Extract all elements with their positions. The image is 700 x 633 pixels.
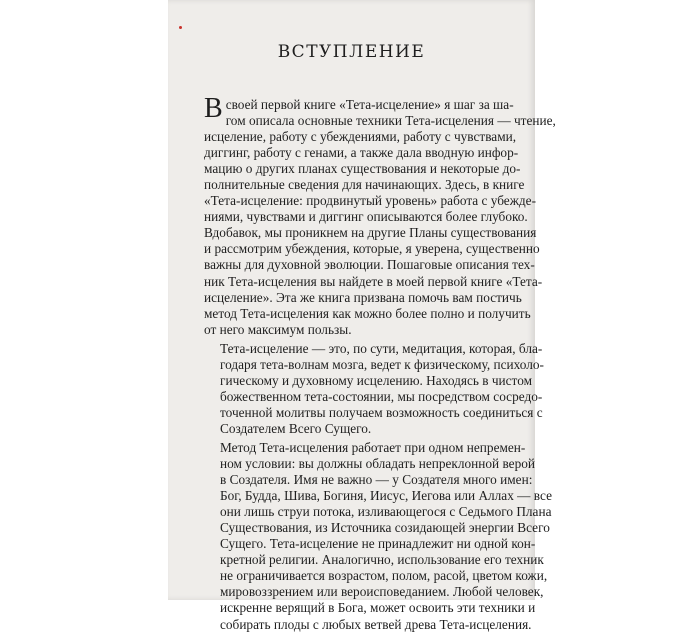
paragraph-2 <box>204 340 544 437</box>
text-line: мацию о других планах существования и некоторые до- <box>204 161 521 177</box>
text-line: ник Тета-исцеления вы найдете в моей первой книге «Тета- <box>204 273 543 289</box>
text-line: от него максимум пользы. <box>204 321 352 337</box>
text-line: божественном тета-состоянии, мы посредством сосредо- <box>220 388 543 404</box>
chapter-title: ВСТУПЛЕНИЕ <box>277 42 426 62</box>
text-line: они лишь струи потока, изливающегося с Седьмого Плана <box>220 504 552 520</box>
text-line: исцеление, работу с убеждениями, работу с чувствами, <box>204 129 517 145</box>
text-line: важны для духовной эволюции. Пошаговые описания тех- <box>204 257 535 273</box>
text-line: Бог, Будда, Шива, Богиня, Иисус, Иегова или Аллах — все <box>220 488 552 504</box>
text-line: в Создателя. Имя не важно — у Создателя много имен: <box>220 472 533 488</box>
text-line: полнительные сведения для начинающих. Здесь, в книге <box>204 177 525 193</box>
text-line: Создателем Всего Сущего. <box>220 420 372 436</box>
text-line: не ограничивается возрастом, полом, расой, цветом кожи, <box>220 568 548 584</box>
text-line: исцеление». Эта же книга призвана помочь вам постичь <box>204 289 522 305</box>
text-line: годаря тета-волнам мозга, ведет к физическому, психоло- <box>220 356 544 372</box>
text-line: мировоззрением или вероисповеданием. Любой человек, <box>220 584 544 600</box>
text-line: гическому и духовному исцелению. Находясь в чистом <box>220 372 533 388</box>
text-line: гом описала основные техники Тета-исцеления — чтение, <box>225 113 556 129</box>
text-line: Сущего. Тета-исцеление не принадлежит ни одной кон- <box>220 536 536 552</box>
text-line: ном условии: вы должны обладать непреклонной верой <box>220 456 535 472</box>
chapter-body <box>204 93 556 633</box>
paragraph-1 <box>204 93 556 338</box>
text-line: точенной молитвы получаем возможность соединиться с <box>220 404 543 420</box>
text-line: Вдобавок, мы проникнем на другие Планы существования <box>204 225 537 241</box>
text-line: Тета-исцеление — это, по сути, медитация, которая, бла- <box>220 340 543 356</box>
paragraph-3 <box>204 439 552 633</box>
text-line: ниями, чувствами и диггинг описываются более глубоко. <box>204 209 528 225</box>
text-line: кретной религии. Аналогично, использование его техник <box>220 552 544 568</box>
text-line: и рассмотрим убеждения, которые, я уверена, существенно <box>204 241 540 257</box>
text-line: своей первой книге «Тета-исцеление» я шаг за ша- <box>225 97 514 112</box>
book-page <box>168 0 556 632</box>
drop-cap: В <box>204 93 223 124</box>
text-line: диггинг, работу с генами, а также дала вводную инфор- <box>204 145 519 161</box>
text-line: Метод Тета-исцеления работает при одном непремен- <box>220 439 526 455</box>
text-line: метод Тета-исцеления как можно более полно и получить <box>204 305 531 321</box>
text-line: «Тета-исцеление: продвинутый уровень» работа с убежде- <box>204 193 536 209</box>
text-line: Существования, из Источника созидающей энергии Всего <box>220 520 550 536</box>
red-dot-mark <box>179 26 182 29</box>
text-line: искренне верящий в Бога, может освоить эти техники и <box>220 600 536 616</box>
text-line: собирать плоды с любых ветвей древа Тета-исцеления. <box>220 616 532 632</box>
